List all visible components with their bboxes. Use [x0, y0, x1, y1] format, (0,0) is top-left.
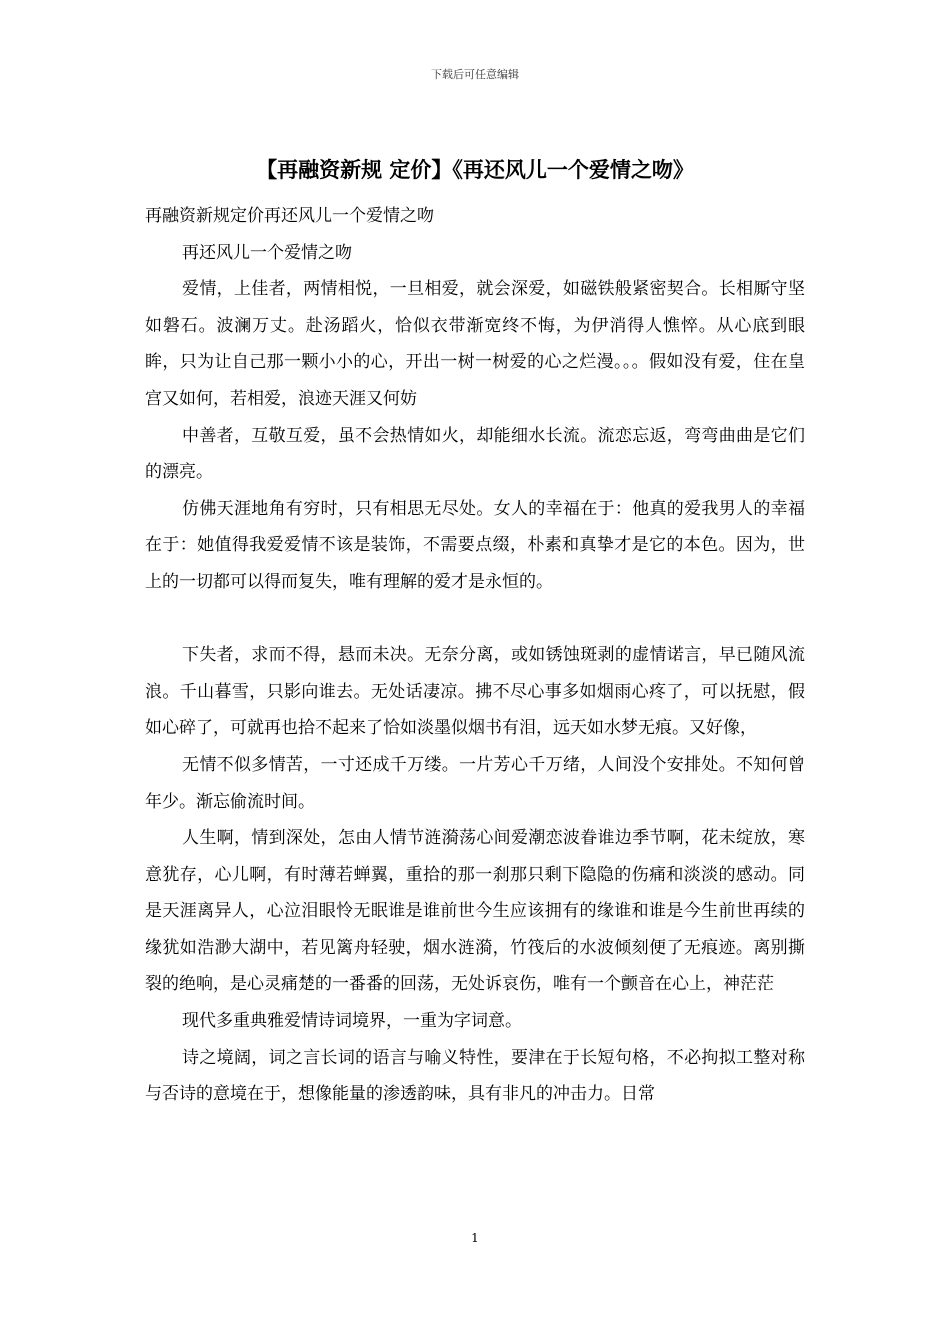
paragraph: 下失者，求而不得，悬而未决。无奈分离，或如锈蚀斑剥的虚情诺言，早已随风流浪。千山暮雪，只影向谁去。无处话凄凉。拂不尽心事多如烟雨心疼了，可以抚慰，假如心碎了，可就再也拾不起来了恰如淡墨似烟书有泪，远天如水梦无痕。又好像，: [145, 645, 805, 739]
subtitle-line: 再融资新规定价再还风儿一个爱情之吻: [145, 206, 434, 226]
paragraph: 中善者，互敬互爱，虽不会热情如火，却能细水长流。流恋忘返，弯弯曲曲是它们的漂亮。: [145, 425, 805, 483]
document-body: [145, 198, 805, 1113]
paragraph: 无情不似多情苦，一寸还成千万缕。一片芳心千万绪，人间没个安排处。不知何曾年少。渐忘偷流时间。: [145, 754, 805, 812]
paragraph: 诗之境阔，词之言长词的语言与喻义特性，要津在于长短句格，不必拘拟工整对称与否诗的意境在于，想像能量的渗透韵味，具有非凡的冲击力。日常: [145, 1047, 805, 1105]
paragraph: 仿佛天涯地角有穷时，只有相思无尽处。女人的幸福在于：他真的爱我男人的幸福在于：她值得我爱爱情不该是装饰，不需要点缀，朴素和真挚才是它的本色。因为，世上的一切都可以得而复失，唯有理解的爱才是永恒的。: [145, 498, 805, 592]
page-number: 1: [471, 1231, 479, 1245]
paragraph: 现代多重典雅爱情诗词境界，一重为字词意。: [182, 1011, 522, 1032]
paragraph: 人生啊，情到深处，怎由人情节涟漪荡心间爱潮恋波眷谁边季节啊，花未绽放，寒意犹存，心儿啊，有时薄若蝉翼，重拾的那一刹那只剩下隐隐的伤痛和淡淡的感动。同是天涯离异人，心泣泪眼怜无眠谁是谁前世今生应该拥有的缘谁和谁是今生前世再续的缘犹如浩渺大湖中，若见篱舟轻驶，烟水涟漪，竹筏后的水波倾刻便了无痕迹。离别撕裂的绝响，是心灵痛楚的一番番的回荡，无处诉哀伤，唯有一个颤音在心上，神茫茫: [145, 828, 805, 995]
poem-heading: 再还风儿一个爱情之吻: [182, 242, 352, 263]
blank-line: [145, 601, 805, 638]
page-header-note: 下载后可任意编辑: [431, 68, 519, 81]
paragraph: 爱情，上佳者，两情相悦，一旦相爱，就会深爱，如磁铁般紧密契合。长相厮守坚如磐石。波澜万丈。赴汤蹈火，恰似衣带渐宽终不悔，为伊消得人憔悴。从心底到眼眸，只为让自己那一颗小小的心，开出一树一树爱的心之烂漫。。。假如没有爱，住在皇宫又如何，若相爱，浪迹天涯又何妨: [145, 279, 805, 409]
document-title: 【再融资新规 定价】《再还风儿一个爱情之吻》: [256, 157, 694, 182]
